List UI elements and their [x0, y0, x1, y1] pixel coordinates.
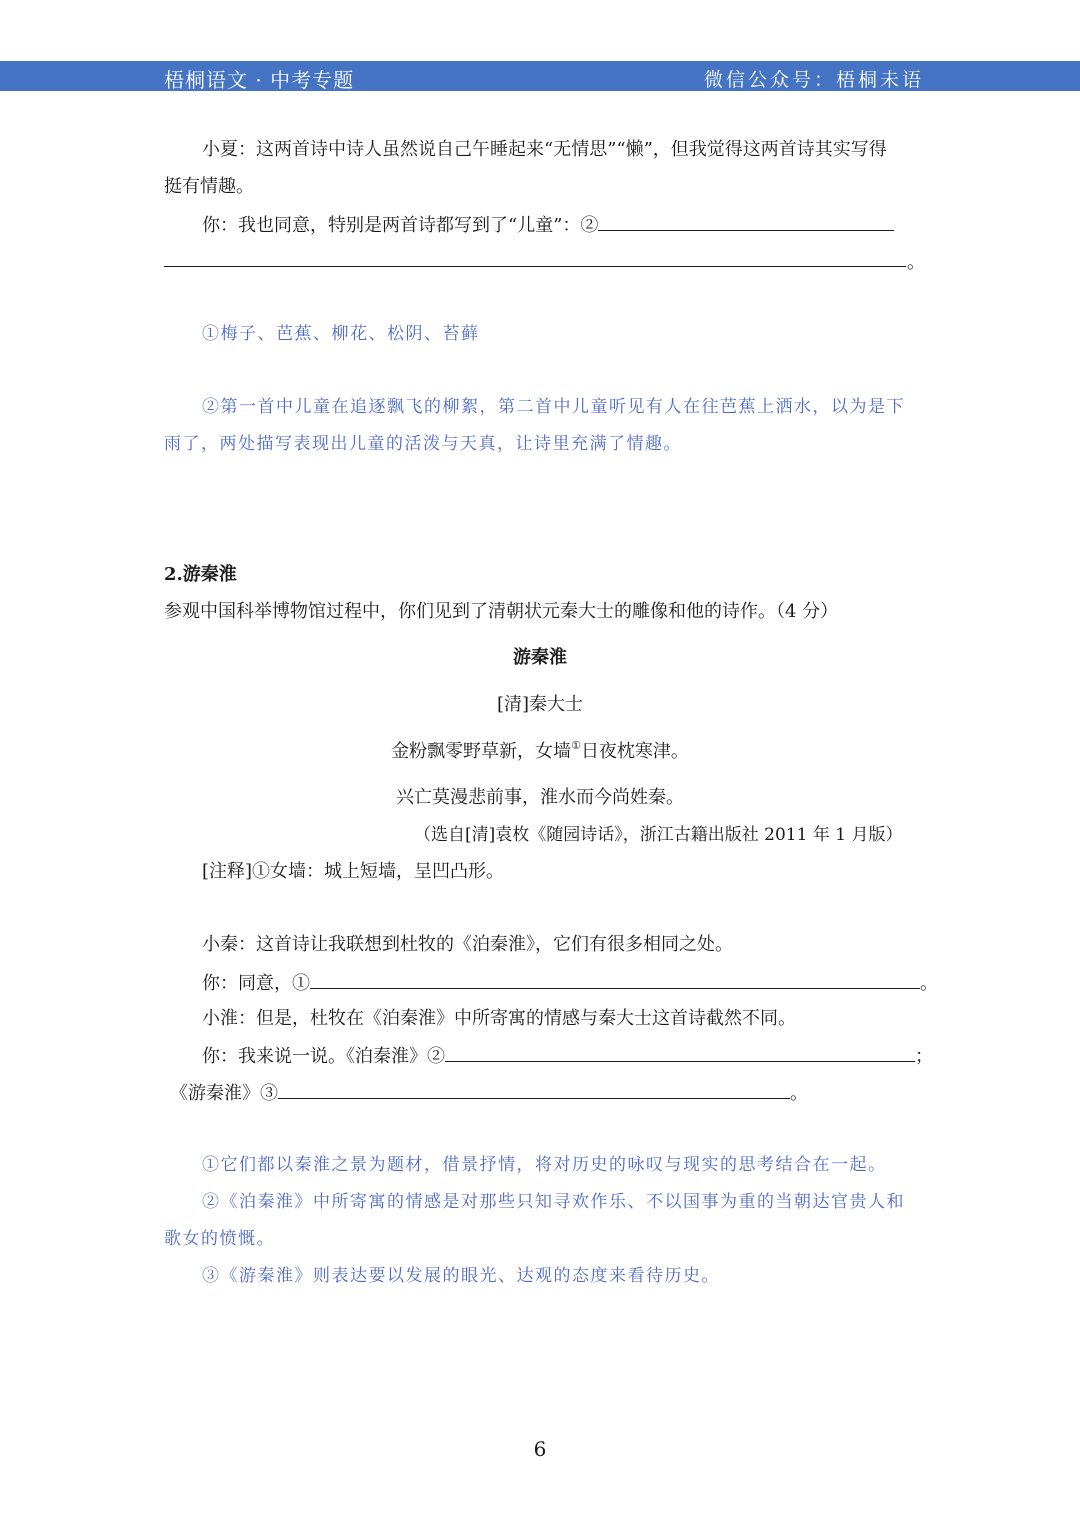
dialogue-you-1: [202, 970, 938, 996]
q2-answer-blank-3[interactable]: [278, 1080, 790, 1099]
q2-answer-blank-1[interactable]: [310, 970, 920, 989]
dialogue-you-2: [202, 1043, 933, 1069]
q1-answer-blank-2-cont[interactable]: [164, 266, 906, 267]
poem-source: （选自[清]袁枚《随园诗话》，浙江古籍出版社 2011 年 1 月版）: [414, 825, 903, 845]
dialogue-you-3: [170, 1080, 808, 1106]
poem-line-1-b: 日夜枕寒津。: [580, 741, 689, 762]
dialogue-you-3-end: 。: [790, 1083, 808, 1104]
q2-intro: 参观中国科举博物馆过程中，你们见到了清朝状元秦大士的雕像和他的诗作。（4 分）: [164, 601, 839, 622]
dialogue-xiaohuai: 小淮：但是，杜牧在《泊秦淮》中所寄寓的情感与秦大士这首诗截然不同。: [202, 1008, 796, 1029]
poem-line-1-a: 金粉飘零野草新，女墙: [391, 741, 572, 762]
header-title: 梧桐语文 · 中考专题: [164, 68, 355, 92]
header-wechat-account: 微信公众号：梧桐未语: [704, 69, 925, 91]
q2-answer-2: ②《泊秦淮》中所寄寓的情感是对那些只知寻欢作乐、不以国事为重的当朝达官贵人和: [202, 1192, 905, 1212]
q1-xiaoxia-line-cont: 挺有情趣。: [164, 176, 254, 197]
dialogue-you-3-prompt: 《游秦淮》③: [170, 1083, 278, 1104]
poem-annotation: [注释]①女墙：城上短墙，呈凹凸形。: [202, 861, 505, 882]
poem-title: 游秦淮: [513, 647, 567, 668]
page-header: [0, 61, 1080, 91]
q1-answer-2: ②第一首中儿童在追逐飘飞的柳絮，第二首中儿童听见有人在往芭蕉上洒水，以为是下: [202, 397, 905, 417]
q1-xiaoxia-line: 小夏：这两首诗中诗人虽然说自己午睡起来“无情思”“懒”，但我觉得这两首诗其实写得: [202, 139, 887, 160]
poem-author: [清]秦大士: [496, 694, 584, 715]
q1-answer-1: ①梅子、芭蕉、柳花、松阴、苔藓: [202, 324, 480, 344]
q1-answer-2-cont: 雨了，两处描写表现出儿童的活泼与天真，让诗里充满了情趣。: [164, 434, 682, 454]
poem-footnote-marker: ①: [571, 739, 581, 752]
dialogue-xiaoqin: 小秦：这首诗让我联想到杜牧的《泊秦淮》，它们有很多相同之处。: [202, 934, 733, 955]
q2-title: 2.游秦淮: [164, 564, 237, 585]
page-number: 6: [533, 1437, 547, 1461]
poem-line-1: [0, 740, 1080, 764]
poem-line-2: 兴亡莫漫悲前事，淮水而今尚姓秦。: [396, 787, 684, 808]
q1-you-line: [202, 212, 894, 238]
q1-answer-blank-2[interactable]: [598, 212, 894, 231]
q1-end-mark: 。: [907, 252, 925, 273]
q2-answer-3: ③《游秦淮》则表达要以发展的眼光、达观的态度来看待历史。: [202, 1266, 720, 1286]
dialogue-you-2-end: ；: [915, 1046, 933, 1067]
q1-you-prompt: 你：我也同意，特别是两首诗都写到了“儿童”：②: [202, 215, 599, 236]
q2-answer-2-cont: 歌女的愤慨。: [164, 1229, 275, 1249]
dialogue-you-2-prompt: 你：我来说一说。《泊秦淮》②: [202, 1046, 445, 1067]
q2-answer-blank-2[interactable]: [445, 1043, 915, 1062]
dialogue-you-1-end: 。: [920, 973, 938, 994]
dialogue-you-1-prompt: 你：同意，①: [202, 973, 310, 994]
q2-answer-1: ①它们都以秦淮之景为题材，借景抒情，将对历史的咏叹与现实的思考结合在一起。: [202, 1155, 887, 1175]
